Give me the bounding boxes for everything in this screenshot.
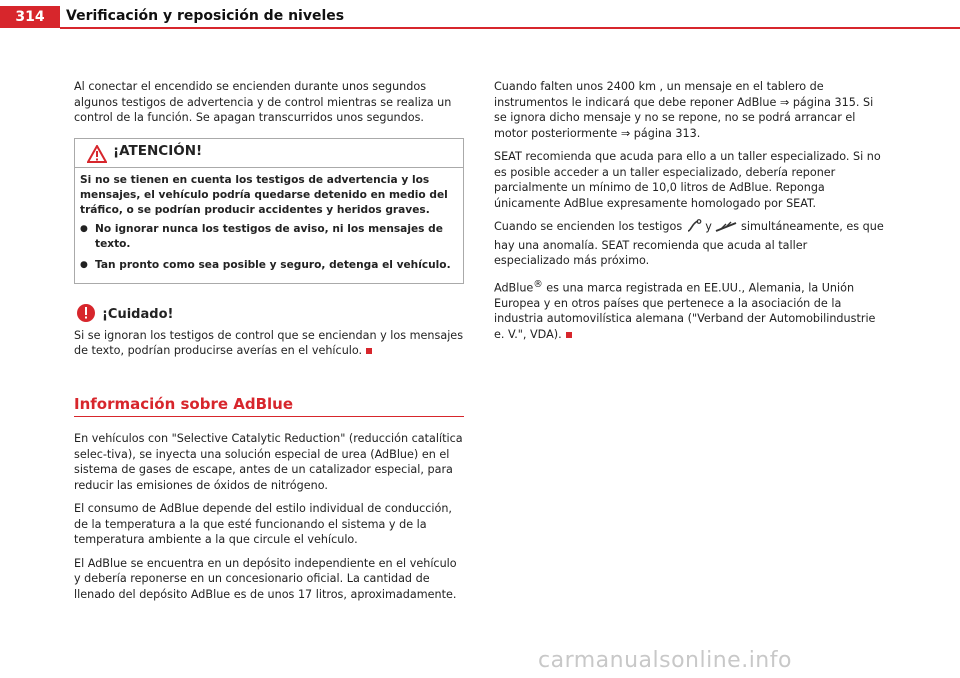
- warning-header: [75, 139, 463, 168]
- section-paragraph: El consumo de AdBlue depende del estilo individual de conducción, de la temperatura a la que esté funcionando el sistema y de la temperatura ambiente a la que circule el vehículo.: [74, 502, 452, 546]
- trademark-paragraph: [494, 277, 886, 343]
- left-column: [74, 79, 464, 610]
- warning-body: [75, 168, 463, 283]
- section-paragraph: En vehículos con "Selective Catalytic Reduction" (reducción catalítica selec-tiva), se inyecta una solución especial de urea (AdBlue) en el sistema de gases de escape, antes de un catalizador especial, para reducir las emisiones de óxidos de nitrógeno.: [74, 432, 463, 492]
- caution-text: Si se ignoran los testigos de control que se enciendan y los mensajes de texto, podrían producirse averías en el vehículo.: [74, 328, 464, 357]
- glow-plug-icon: [686, 219, 702, 238]
- trademark-text: es una marca registrada en EE.UU., Alemania, la Unión Europea y en otros países que pertenece a la asociación de la industria automovilística alemana ("Verband der Automobilindustrie e. V.", VDA).: [494, 281, 876, 341]
- caution-header: [74, 304, 464, 326]
- lamps-text-mid: y: [705, 220, 712, 233]
- right-column: [494, 79, 886, 350]
- section-paragraph: El AdBlue se encuentra en un depósito independiente en el vehículo y debería reponerse en un concesionario oficial. La cantidad de llenado del depósito AdBlue es de unos 17 litros, aproximadamente.: [74, 556, 457, 601]
- watermark: carmanualsonline.info: [538, 648, 792, 673]
- warning-bullet: ● No ignorar nunca los testigos de aviso, ni los mensajes de texto.: [80, 222, 457, 252]
- end-of-section-icon: [566, 332, 572, 338]
- warning-bullet: ● Tan pronto como sea posible y seguro, detenga el vehículo.: [80, 258, 457, 273]
- lamps-text-after: simultáneamente, es que hay una anomalía. SEAT recomienda que acuda al taller especializado más próximo.: [494, 220, 884, 267]
- caution-paragraph: [74, 328, 464, 359]
- section-title: Información sobre AdBlue: [74, 397, 464, 418]
- registered-mark: ®: [533, 278, 543, 290]
- page-title: Verificación y reposición de niveles: [66, 8, 345, 24]
- warning-text: Si no se tienen en cuenta los testigos de advertencia y los mensajes, el vehículo podría quedarse detenido en medio del tráfico, o se podrían producir accidentes y heridos graves.: [80, 173, 448, 216]
- warning-title: ¡ATENCIÓN!: [113, 142, 203, 159]
- refill-paragraph: Cuando falten unos 2400 km , un mensaje en el tablero de instrumentos le indicará que debe reponer AdBlue ⇒ página 315. Si se ignora dicho mensaje y no se repone, no se podrá arrancar el motor posteriormente ⇒ página 313.: [494, 80, 874, 140]
- caution-icon: [76, 303, 96, 328]
- warning-box: [74, 138, 464, 284]
- warning-list: [80, 222, 457, 273]
- header-divider: [60, 27, 960, 29]
- exhaust-icon: [715, 221, 737, 238]
- page-number: 314: [0, 6, 60, 28]
- page-header: [0, 0, 960, 30]
- section-body: [74, 431, 464, 602]
- intro-paragraph: Al conectar el encendido se encienden durante unos segundos algunos testigos de advertencia y de control mientras se realiza un control de la función. Se apagan transcurridos unos segundos.: [74, 80, 452, 124]
- lamps-text-before: Cuando se encienden los testigos: [494, 220, 683, 233]
- warning-lamps-paragraph: [494, 219, 886, 269]
- adblue-brand: AdBlue: [494, 281, 534, 295]
- end-of-section-icon: [366, 348, 372, 354]
- warning-triangle-icon: [87, 145, 107, 168]
- caution-title: ¡Cuidado!: [102, 306, 174, 322]
- workshop-paragraph: SEAT recomienda que acuda para ello a un taller especializado. Si no es posible acceder a un taller especializado, debería reponer parcialmente un mínimo de 10,0 litros de AdBlue. Reponga únicamente AdBlue expresamente homologado por SEAT.: [494, 150, 881, 210]
